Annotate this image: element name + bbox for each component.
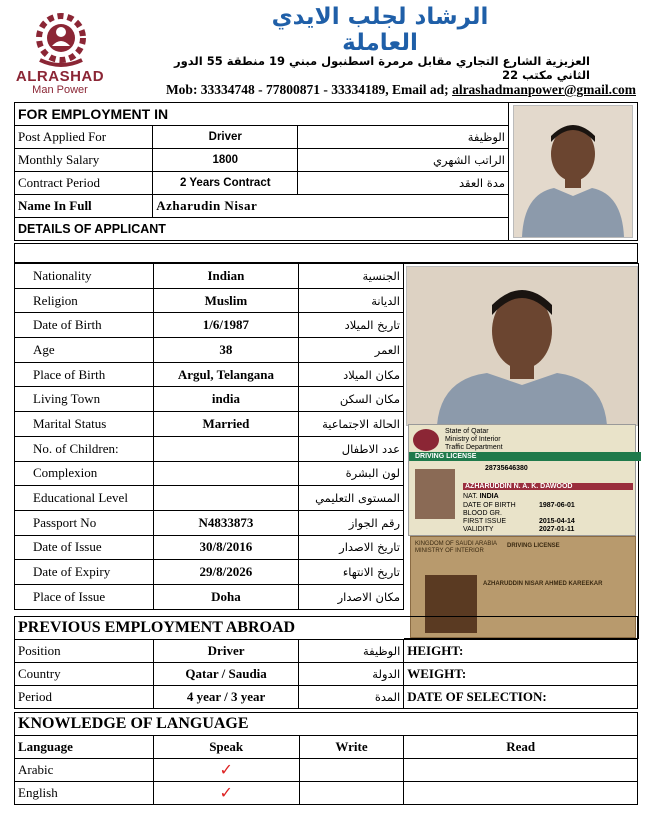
license-valid-label: VALIDITY bbox=[463, 526, 494, 533]
applicant-row bbox=[15, 535, 404, 560]
post-value: Driver bbox=[153, 126, 298, 149]
applicant-field-label-ar: تاريخ الانتهاء bbox=[299, 560, 404, 585]
applicant-field-label-ar: الحالة الاجتماعية bbox=[299, 412, 404, 437]
language-table bbox=[14, 712, 638, 805]
applicant-field-label: Date of Birth bbox=[15, 313, 154, 338]
country-value: Qatar / Saudia bbox=[153, 663, 299, 686]
english-write bbox=[299, 782, 404, 805]
applicant-field-label-ar: المستوى التعليمي bbox=[299, 486, 404, 511]
applicant-field-label-ar: مكان الميلاد bbox=[299, 362, 404, 387]
license-dept: Traffic Department bbox=[445, 444, 503, 451]
license-ministry: Ministry of Interior bbox=[445, 436, 501, 443]
applicant-field-value: india bbox=[153, 387, 298, 412]
applicant-row bbox=[15, 264, 404, 289]
license-nat: INDIA bbox=[479, 493, 499, 500]
applicant-field-label-ar: الجنسية bbox=[299, 264, 404, 289]
arabic-speak-check-icon: ✓ bbox=[153, 759, 299, 782]
post-label-ar: الوظيفة bbox=[298, 126, 509, 149]
applicant-field-value: 1/6/1987 bbox=[153, 313, 298, 338]
logo-subtitle: Man Power bbox=[32, 84, 88, 96]
english-read bbox=[404, 782, 638, 805]
lang-arabic: Arabic bbox=[15, 759, 154, 782]
country-label: Country bbox=[15, 663, 154, 686]
height-label: HEIGHT: bbox=[404, 640, 638, 663]
position-label: Position bbox=[15, 640, 154, 663]
applicant-row bbox=[15, 584, 404, 609]
applicant-field-value: Doha bbox=[153, 584, 298, 609]
arabic-write bbox=[299, 759, 404, 782]
applicant-field-label-ar: عدد الاطفال bbox=[299, 436, 404, 461]
saudi-name: AZHARUDDIN NISAR AHMED KAREEKAR bbox=[483, 581, 603, 587]
applicant-row bbox=[15, 338, 404, 363]
license-nat-label: NAT. bbox=[463, 493, 478, 500]
applicant-row bbox=[15, 510, 404, 535]
selection-date-label: DATE OF SELECTION: bbox=[404, 686, 638, 709]
qatar-emblem-icon bbox=[413, 429, 439, 451]
position-value: Driver bbox=[153, 640, 299, 663]
contract-label: Contract Period bbox=[15, 172, 153, 195]
position-label-ar: الوظيفة bbox=[299, 640, 404, 663]
applicant-row bbox=[15, 288, 404, 313]
applicant-row bbox=[15, 486, 404, 511]
applicant-field-value: 30/8/2016 bbox=[153, 535, 298, 560]
license-blood-label: BLOOD GR. bbox=[463, 510, 502, 517]
name-label: Name In Full bbox=[15, 195, 153, 218]
country-label-ar: الدولة bbox=[299, 663, 404, 686]
applicant-row bbox=[15, 412, 404, 437]
contract-value: 2 Years Contract bbox=[153, 172, 298, 195]
applicant-field-label: Place of Issue bbox=[15, 584, 154, 609]
lang-english: English bbox=[15, 782, 154, 805]
license-title: DRIVING LICENSE bbox=[409, 452, 641, 461]
company-title-arabic: الرشاد لجلب الايدي العاملة bbox=[271, 4, 489, 56]
applicant-row bbox=[15, 387, 404, 412]
applicant-field-label: Date of Expiry bbox=[15, 560, 154, 585]
applicant-row bbox=[15, 362, 404, 387]
applicant-field-label: Date of Issue bbox=[15, 535, 154, 560]
license-dob: 1987-06-01 bbox=[539, 502, 575, 509]
applicant-field-label: No. of Children: bbox=[15, 436, 154, 461]
saudi-kingdom: KINGDOM OF SAUDI ARABIA bbox=[415, 541, 498, 547]
applicant-field-value: Married bbox=[153, 412, 298, 437]
applicant-field-label: Living Town bbox=[15, 387, 154, 412]
license-name: AZHARUDDIN N. A. K. DAWOOD bbox=[463, 483, 633, 490]
period-label-ar: المدة bbox=[299, 686, 404, 709]
applicant-field-label-ar: العمر bbox=[299, 338, 404, 363]
applicant-field-label: Religion bbox=[15, 288, 154, 313]
arabic-read bbox=[404, 759, 638, 782]
applicant-row bbox=[15, 560, 404, 585]
applicant-field-value: Argul, Telangana bbox=[153, 362, 298, 387]
spacer-row bbox=[14, 243, 638, 263]
applicant-field-value: 38 bbox=[153, 338, 298, 363]
applicant-field-label-ar: رقم الجواز bbox=[299, 510, 404, 535]
applicant-field-value: 29/8/2026 bbox=[153, 560, 298, 585]
lang-header-read: Read bbox=[404, 736, 638, 759]
lang-header-write: Write bbox=[299, 736, 404, 759]
applicant-field-label-ar: مكان السكن bbox=[299, 387, 404, 412]
applicant-field-label: Passport No bbox=[15, 510, 154, 535]
section-applicant: DETAILS OF APPLICANT bbox=[15, 218, 509, 241]
section-employment: FOR EMPLOYMENT IN bbox=[15, 103, 509, 126]
applicant-field-label: Educational Level bbox=[15, 486, 154, 511]
section-language: KNOWLEDGE OF LANGUAGE bbox=[15, 713, 638, 736]
contact-line bbox=[110, 82, 636, 98]
applicant-field-value: Indian bbox=[153, 264, 298, 289]
weight-label: WEIGHT: bbox=[404, 663, 638, 686]
applicant-field-value bbox=[153, 436, 298, 461]
contract-label-ar: مدة العقد bbox=[298, 172, 509, 195]
applicant-photo bbox=[513, 105, 633, 238]
photo-cell bbox=[508, 103, 637, 241]
employment-table bbox=[14, 102, 638, 241]
applicant-field-label-ar: لون البشرة bbox=[299, 461, 404, 486]
company-address: العزيزية الشارع التجاري مقابل مرمرة اسطنبول مبني 19 منطقة 55 الدور الثاني مكتب 22 bbox=[174, 54, 590, 82]
applicant-field-value bbox=[153, 461, 298, 486]
english-speak-check-icon: ✓ bbox=[153, 782, 299, 805]
applicant-field-label-ar: مكان الاصدار bbox=[299, 584, 404, 609]
qatar-license-card bbox=[408, 424, 636, 536]
applicant-field-label: Marital Status bbox=[15, 412, 154, 437]
documents-cell bbox=[404, 263, 639, 639]
applicant-field-label: Complexion bbox=[15, 461, 154, 486]
license-country: State of Qatar bbox=[445, 428, 489, 435]
saudi-ministry: MINISTRY OF INTERIOR bbox=[415, 548, 484, 554]
applicant-field-value: Muslim bbox=[153, 288, 298, 313]
name-value: Azharudin Nisar bbox=[153, 195, 509, 218]
logo-name: ALRASHAD bbox=[15, 68, 105, 85]
applicant-photo-large bbox=[406, 266, 638, 426]
license-first-label: FIRST ISSUE bbox=[463, 518, 507, 525]
period-value: 4 year / 3 year bbox=[153, 686, 299, 709]
license-number: 28735646380 bbox=[485, 465, 528, 472]
post-label: Post Applied For bbox=[15, 126, 153, 149]
applicant-field-label: Nationality bbox=[15, 264, 154, 289]
section-previous: PREVIOUS EMPLOYMENT ABROAD bbox=[15, 617, 638, 640]
applicant-field-value: N4833873 bbox=[153, 510, 298, 535]
saudi-title: DRIVING LICENSE bbox=[507, 543, 560, 549]
email-link[interactable]: alrashadmanpower@gmail.com bbox=[452, 82, 636, 97]
applicant-row bbox=[15, 313, 404, 338]
applicant-row bbox=[15, 436, 404, 461]
mobile-numbers: Mob: 33334748 - 77800871 - 33334189, Email ad; bbox=[165, 82, 449, 97]
license-valid: 2027-01-11 bbox=[539, 526, 575, 533]
license-photo bbox=[415, 469, 455, 519]
applicant-field-label-ar: تاريخ الاصدار bbox=[299, 535, 404, 560]
applicant-field-label-ar: الديانة bbox=[299, 288, 404, 313]
applicant-field-label: Place of Birth bbox=[15, 362, 154, 387]
period-label: Period bbox=[15, 686, 154, 709]
previous-table bbox=[14, 616, 638, 709]
lang-header-speak: Speak bbox=[153, 736, 299, 759]
applicant-row bbox=[15, 461, 404, 486]
applicant-field-value bbox=[153, 486, 298, 511]
salary-label-ar: الراتب الشهري bbox=[298, 149, 509, 172]
applicant-field-label: Age bbox=[15, 338, 154, 363]
salary-value: 1800 bbox=[153, 149, 298, 172]
lang-header-language: Language bbox=[15, 736, 154, 759]
applicant-field-label-ar: تاريخ الميلاد bbox=[299, 313, 404, 338]
license-first: 2015-04-14 bbox=[539, 518, 575, 525]
applicant-table bbox=[14, 263, 404, 610]
salary-label: Monthly Salary bbox=[15, 149, 153, 172]
license-dob-label: DATE OF BIRTH bbox=[463, 502, 516, 509]
